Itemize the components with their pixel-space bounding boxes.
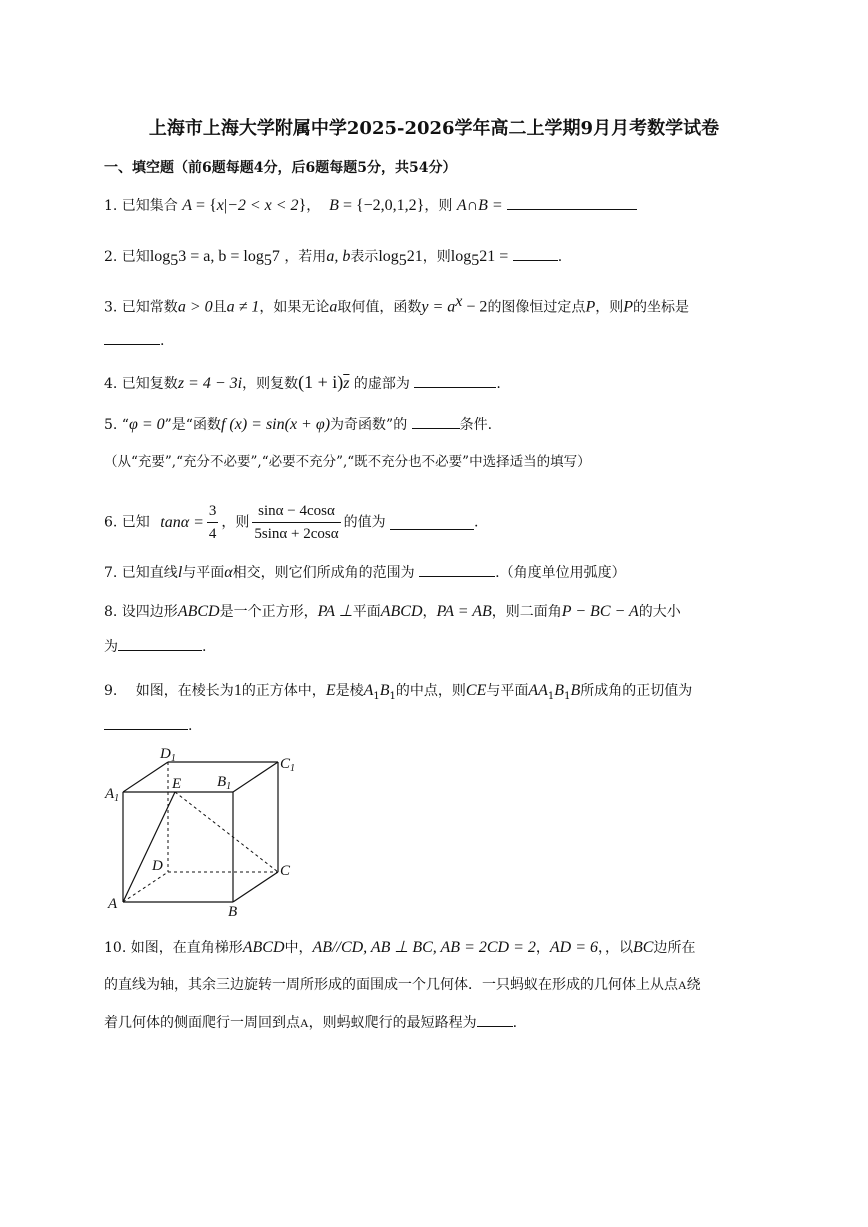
answer-blank[interactable] (118, 636, 202, 651)
question-3-blank-line: . (104, 330, 164, 351)
label-b: B (228, 904, 238, 920)
question-8-line2: 为 . (104, 636, 206, 657)
question-6: 6. 已知 tanα = $\frac{3}{4}$ ，则 $\frac{\sin\alpha - 4\cos\alpha}{5\sin\alpha + 2\cos\alpha}$ 的值为 . (104, 500, 479, 545)
segment-e-c-hidden (175, 792, 278, 872)
edge-c-b (233, 872, 278, 902)
question-7: 7. 已知直线l与平面α相交，则它们所成角的范围为 .（角度单位用弧度） (104, 564, 626, 581)
section-heading: 一、填空题（前6题每题4分，后6题每题5分，共54分） (104, 160, 457, 176)
question-9-blank-line: . (104, 715, 192, 736)
question-4: 4. 已知复数z = 4 − 3i，则复数$(1 + i)\overline{z}$ 的虚部为 . (104, 372, 501, 392)
label-d: D (152, 858, 163, 874)
question-10-line2: 的直线为轴，其余三边旋转一周所形成的面围成一个几何体．一只蚂蚁在形成的几何体上从点A绕 (104, 977, 701, 993)
question-2: 2. 已知$\log_53 = a$, $b = \log_57$ ，若用a, b表示$\log_521$，则$\log_521$ = . (104, 248, 563, 269)
answer-blank[interactable] (390, 515, 474, 530)
edge-b1-c1 (233, 762, 278, 792)
segment-a-e (123, 792, 175, 902)
fraction-3-4: $\frac{3}{4}$ (207, 500, 219, 545)
label-c1: $C_1$ (280, 756, 296, 774)
edge-a1-d1 (123, 762, 168, 792)
answer-blank[interactable] (477, 1012, 513, 1027)
label-a1: $A_1$ (105, 786, 120, 804)
fraction-expression: $\frac{\sin\alpha - 4\cos\alpha}{5\sin\alpha + 2\cos\alpha}$ (252, 500, 340, 545)
question-5: 5. “φ = 0”是“函数f (x) = sin(x + φ)为奇函数”的 条件. (104, 416, 493, 433)
label-d1: $D_1$ (160, 746, 176, 764)
question-3: 3. 已知常数a > 0且a ≠ 1，如果无论a取何值，函数$y = a^x - 2$的图像恒过定点P，则P的坐标是 (104, 293, 689, 316)
question-10: 10. 如图，在直角梯形ABCD中，AB//CD, AB ⊥ BC, AB = 2CD = 2，AD = 6，，以BC边所在 (104, 939, 696, 956)
label-a: A (108, 896, 118, 912)
page-title: 上海市上海大学附属中学2025-2026学年高二上学期9月月考数学试卷 (148, 118, 720, 139)
label-e: E (172, 776, 182, 792)
answer-blank[interactable] (513, 246, 558, 261)
question-10-line3: 着几何体的侧面爬行一周回到点A，则蚂蚁爬行的最短路程为 . (104, 1012, 517, 1033)
question-8: 8. 设四边形ABCD是一个正方形，PA ⊥平面ABCD，PA = AB，则二面角P − BC − A的大小 (104, 603, 681, 620)
answer-blank[interactable] (104, 715, 188, 730)
answer-blank[interactable] (507, 195, 637, 210)
cube-diagram (100, 740, 310, 920)
question-9: 9. 如图，在棱长为1的正方体中，E是棱$A_1B_1$的中点，则CE与平面$AA_1B_1B$所成角的正切值为 (104, 682, 693, 702)
question-1: 1. 已知集合 A = {x|−2 < x < 2}， B = {−2,0,1,2}，则 A∩B = (104, 195, 637, 216)
answer-blank[interactable] (104, 330, 160, 345)
answer-blank[interactable] (419, 562, 495, 577)
answer-blank[interactable] (412, 414, 460, 429)
label-b1: $B_1$ (217, 774, 232, 792)
answer-blank[interactable] (414, 373, 496, 388)
label-c: C (280, 863, 291, 879)
question-5-note: （从“充要”,“充分不必要”,“必要不充分”,“既不充分也不必要”中选择适当的填写） (104, 454, 591, 470)
